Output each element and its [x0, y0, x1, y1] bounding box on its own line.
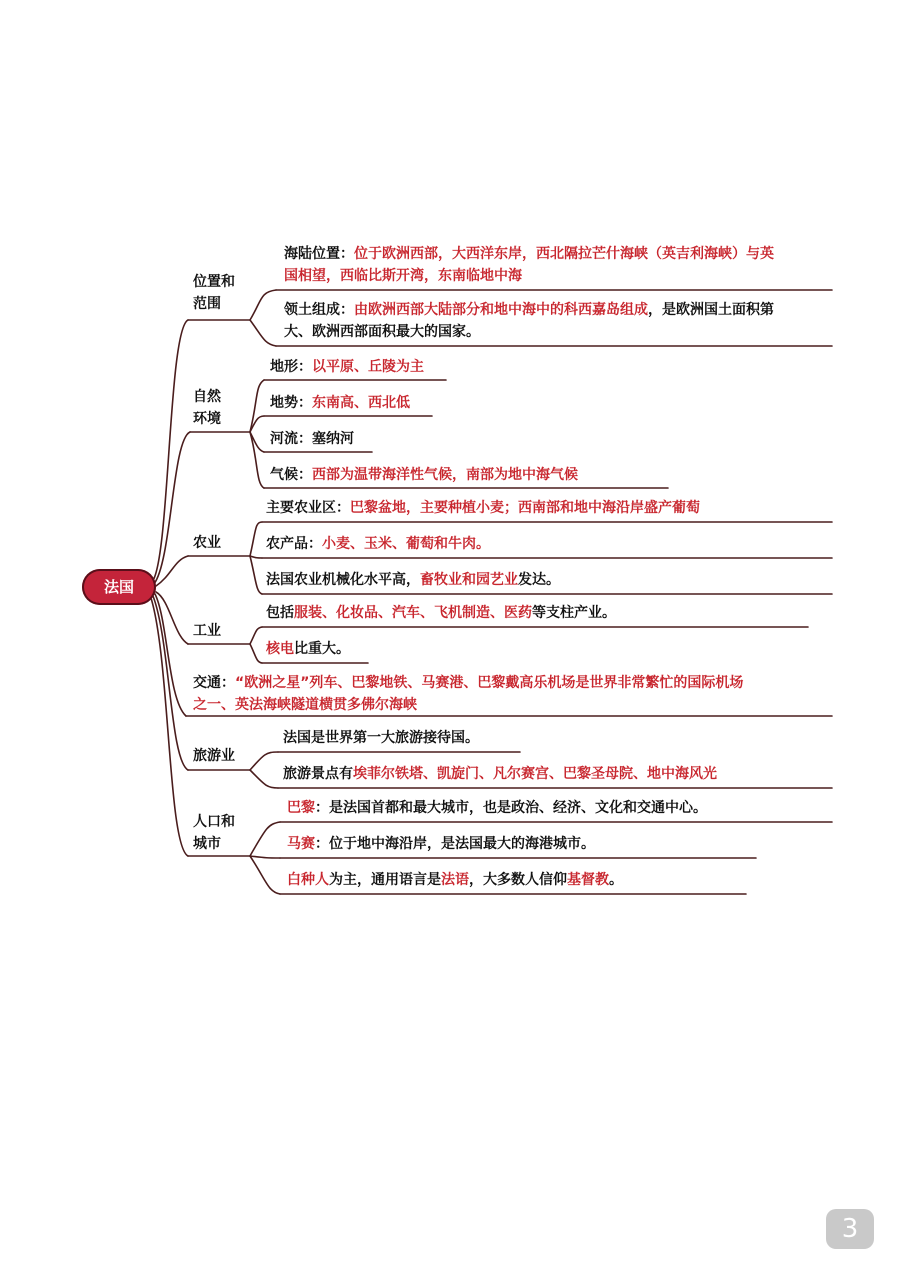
people-a: 白种人	[287, 872, 329, 888]
climate-value: 西部为温带海洋性气候，南部为地中海气候	[312, 467, 578, 483]
node-tourism-rank: 法国是世界第一大旅游接待国。	[283, 730, 479, 746]
transport-line2: 之一、英法海峡隧道横贯多佛尔海峡	[193, 697, 417, 713]
paris-b: ：是法国首都和最大城市，也是政治、经济、文化和交通中心。	[315, 800, 707, 816]
node-nuclear	[266, 638, 350, 660]
category-agriculture	[193, 532, 221, 554]
node-transport	[193, 672, 743, 716]
pillar-b: 服装、化妆品、汽车、飞机制造、医药	[294, 605, 532, 621]
terrain-label: 地形：	[270, 359, 312, 375]
page-number-badge: 3	[826, 1209, 874, 1249]
transport-line1: “欧洲之星”列车、巴黎地铁、马赛港、巴黎戴高乐机场是世界非常繁忙的国际机场	[235, 675, 744, 691]
category-location-line2: 范围	[193, 296, 221, 312]
node-climate	[270, 464, 578, 486]
nuclear-a: 核电	[266, 641, 294, 657]
territory-red: 由欧洲西部大陆部分和地中海中的科西嘉岛组成	[354, 302, 648, 318]
node-people-language	[287, 869, 623, 891]
people-c: 法语	[441, 872, 469, 888]
root-node-france: 法国	[82, 569, 156, 605]
farm-products-label: 农产品：	[266, 536, 322, 552]
territory-label: 领土组成：	[284, 302, 354, 318]
pillar-a: 包括	[266, 605, 294, 621]
category-industry	[193, 620, 221, 642]
farming-area-value: 巴黎盆地，主要种植小麦；西南部和地中海沿岸盛产葡萄	[350, 500, 700, 516]
node-mechanization	[266, 569, 560, 591]
marseille-b: ：位于地中海沿岸，是法国最大的海港城市。	[315, 836, 595, 852]
category-nature-line1: 自然	[193, 389, 221, 405]
attractions-b: 埃菲尔铁塔、凯旋门、凡尔赛宫、巴黎圣母院、地中海风光	[353, 766, 717, 782]
node-river	[270, 428, 354, 450]
attractions-a: 旅游景点有	[283, 766, 353, 782]
node-elevation	[270, 392, 410, 414]
marseille-a: 马赛	[287, 836, 315, 852]
territory-line2: 大、欧洲西部面积最大的国家。	[284, 324, 480, 340]
people-e: 基督教	[567, 872, 609, 888]
category-industry-label: 工业	[193, 623, 221, 639]
river-label: 河流：	[270, 431, 312, 447]
category-location	[193, 271, 235, 315]
category-tourism-label: 旅游业	[193, 748, 235, 764]
category-tourism	[193, 745, 235, 767]
pillar-c: 等支柱产业。	[532, 605, 616, 621]
node-sea-land-position	[284, 243, 774, 287]
category-nature	[193, 386, 221, 430]
category-population-line2: 城市	[193, 836, 221, 852]
node-farm-products	[266, 533, 490, 555]
node-attractions	[283, 763, 717, 785]
elevation-label: 地势：	[270, 395, 312, 411]
nuclear-b: 比重大。	[294, 641, 350, 657]
terrain-value: 以平原、丘陵为主	[312, 359, 424, 375]
node-farming-area	[266, 497, 700, 519]
mechanization-c: 发达。	[518, 572, 560, 588]
node-territory	[284, 299, 774, 343]
mechanization-b: 畜牧业和园艺业	[420, 572, 518, 588]
node-paris	[287, 797, 707, 819]
category-nature-line2: 环境	[193, 411, 221, 427]
category-population	[193, 811, 235, 855]
farming-area-label: 主要农业区：	[266, 500, 350, 516]
farm-products-value: 小麦、玉米、葡萄和牛肉。	[322, 536, 490, 552]
people-d: ，大多数人信仰	[469, 872, 567, 888]
category-location-line1: 位置和	[193, 274, 235, 290]
sea-land-line2: 国相望，西临比斯开湾，东南临地中海	[284, 268, 522, 284]
node-pillar-industries	[266, 602, 616, 624]
elevation-value: 东南高、西北低	[312, 395, 410, 411]
climate-label: 气候：	[270, 467, 312, 483]
river-value: 塞纳河	[312, 431, 354, 447]
category-agriculture-label: 农业	[193, 535, 221, 551]
mechanization-a: 法国农业机械化水平高，	[266, 572, 420, 588]
people-b: 为主，通用语言是	[329, 872, 441, 888]
sea-land-line1: 位于欧洲西部，大西洋东岸，西北隔拉芒什海峡（英吉利海峡）与英	[354, 246, 774, 262]
category-population-line1: 人口和	[193, 814, 235, 830]
people-f: 。	[609, 872, 623, 888]
node-terrain	[270, 356, 424, 378]
node-marseille	[287, 833, 595, 855]
transport-label: 交通：	[193, 675, 235, 691]
paris-a: 巴黎	[287, 800, 315, 816]
territory-rest: ，是欧洲国土面积第	[648, 302, 774, 318]
sea-land-label: 海陆位置：	[284, 246, 354, 262]
